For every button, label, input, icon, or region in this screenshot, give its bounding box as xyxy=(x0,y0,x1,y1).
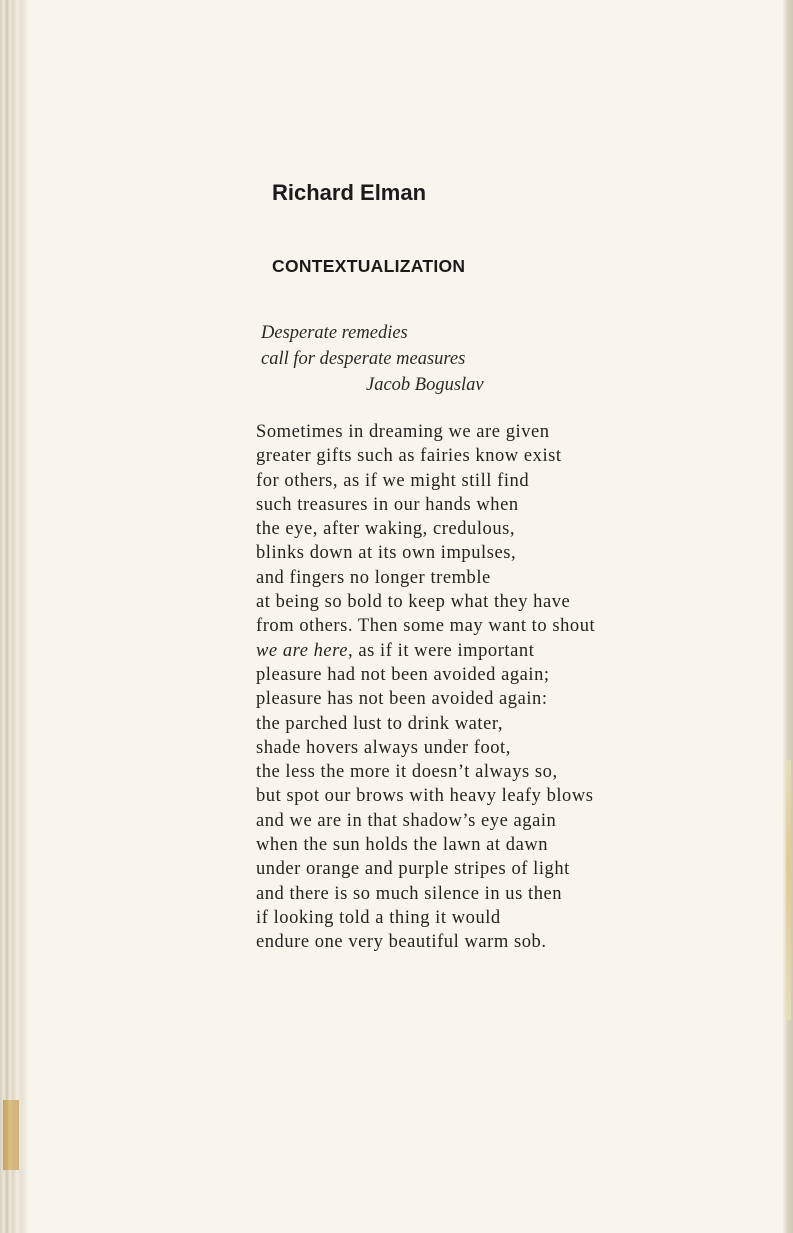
epigraph xyxy=(261,320,484,398)
epigraph-attribution: Jacob Boguslav xyxy=(366,375,484,395)
poem-line: the less the more it doesn’t always so, xyxy=(256,762,558,783)
poem-line: shade hovers always under foot, xyxy=(256,737,511,758)
poem-line: the parched lust to drink water, xyxy=(256,713,504,734)
poem-line: and we are in that shadow’s eye again xyxy=(256,810,557,831)
poem-line: but spot our brows with heavy leafy blows xyxy=(256,786,594,807)
poem-line: from others. Then some may want to shout xyxy=(256,616,596,637)
poem-title: CONTEXTUALIZATION xyxy=(272,256,466,276)
poem-line: such treasures in our hands when xyxy=(256,494,519,515)
book-spine-edge xyxy=(0,0,28,1233)
page-edge-stain xyxy=(786,760,791,1020)
poem-line: pleasure had not been avoided again; xyxy=(256,664,550,685)
poem-body xyxy=(256,420,595,955)
poem-line: and there is so much silence in us then xyxy=(256,883,563,904)
poem-line: if looking told a thing it would xyxy=(256,907,501,928)
poem-line-mixed xyxy=(256,639,595,663)
poem-line: endure one very beautiful warm sob. xyxy=(256,932,547,953)
poem-line: at being so bold to keep what they have xyxy=(256,592,571,613)
poem-italic-phrase: we are here, xyxy=(256,640,354,661)
page-right-edge xyxy=(783,0,793,1233)
poem-line-rest: as if it were important xyxy=(353,640,535,661)
poem-line: the eye, after waking, credulous, xyxy=(256,519,516,540)
epigraph-line: Desperate remedies xyxy=(261,323,408,343)
poem-line: greater gifts such as fairies know exist xyxy=(256,446,562,467)
poem-line: Sometimes in dreaming we are given xyxy=(256,422,550,442)
poem-line: blinks down at its own impulses, xyxy=(256,543,517,564)
poem-line: pleasure has not been avoided again: xyxy=(256,689,548,710)
author-name: Richard Elman xyxy=(272,180,427,205)
poem-line: under orange and purple stripes of light xyxy=(256,859,570,880)
epigraph-line: call for desperate measures xyxy=(261,349,466,369)
binding-stain xyxy=(3,1100,19,1170)
poem-line: when the sun holds the lawn at dawn xyxy=(256,835,549,856)
poem-line: for others, as if we might still find xyxy=(256,470,530,491)
poem-line: and fingers no longer tremble xyxy=(256,567,491,588)
